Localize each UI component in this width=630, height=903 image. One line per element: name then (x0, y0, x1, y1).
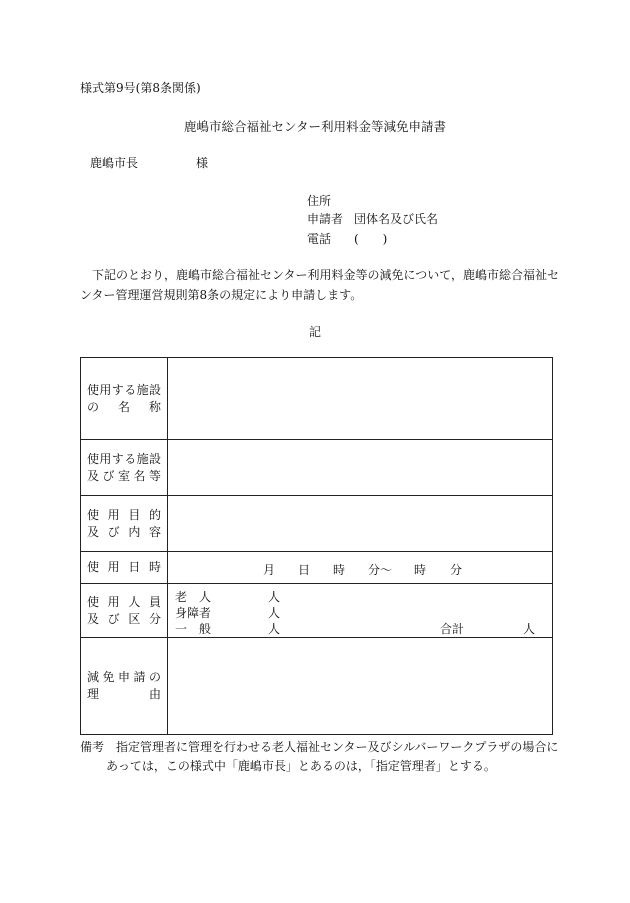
facility-name-label-line1: 使用する施設 (87, 382, 161, 397)
reason-label-line2: 理 由 (87, 687, 161, 701)
facility-name-label-cell (81, 358, 168, 440)
category-elderly: 老 人 (175, 589, 212, 604)
datetime-label-cell (81, 552, 168, 584)
addressee-honorific: 様 (196, 156, 209, 170)
document-title: 鹿嶋市総合福祉センター利用料金等減免申請書 (183, 119, 446, 134)
row-datetime (81, 552, 553, 584)
body-paragraph-line-2: ンター管理運営規則第8条の規定により申請します。 (80, 288, 363, 302)
purpose-label-line1: 使用目的 (87, 507, 161, 522)
application-details-table (80, 357, 553, 735)
persons-label-cell (81, 584, 168, 638)
facility-room-label-line2: 及び室名等 (87, 468, 161, 483)
datetime-minute-tilde: 分〜 (368, 563, 393, 577)
address-label: 住所 (307, 194, 332, 208)
remarks-line-1: 指定管理者に管理を行わせる老人福祉センター及びシルバーワークプラザの場合に (116, 740, 559, 754)
facility-room-field[interactable] (168, 440, 553, 496)
datetime-label: 使用日時 (87, 560, 161, 574)
total-unit: 人 (523, 621, 536, 636)
datetime-hour: 時 (333, 563, 346, 577)
persons-label-line1: 使用人員 (87, 594, 161, 609)
addressee-name: 鹿嶋市長 (90, 156, 139, 170)
unit-disabled: 人 (268, 605, 281, 620)
applicant-label: 申請者 (307, 212, 344, 226)
datetime-month: 月 (263, 563, 276, 577)
unit-elderly: 人 (268, 589, 281, 604)
persons-field[interactable] (168, 584, 553, 638)
phone-parentheses: ( ) (354, 232, 388, 246)
row-facility-name (81, 358, 553, 440)
datetime-field[interactable] (168, 552, 553, 584)
datetime-minute-end: 分 (450, 563, 463, 577)
row-persons (81, 584, 553, 638)
reason-label-line1: 減免申請の (87, 670, 161, 684)
unit-general: 人 (268, 621, 281, 636)
facility-name-label-line2: の 名 称 (87, 399, 161, 414)
body-paragraph-line-1: 下記のとおり，鹿嶋市総合福祉センター利用料金等の減免について，鹿嶋市総合福祉セ (80, 268, 560, 282)
ki-heading: 記 (308, 325, 321, 339)
row-purpose (81, 496, 553, 552)
facility-name-field[interactable] (168, 358, 553, 440)
reason-field[interactable] (168, 638, 553, 735)
purpose-field[interactable] (168, 496, 553, 552)
facility-room-label-line1: 使用する施設 (87, 451, 161, 466)
remarks-line-2: あっては，この様式中「鹿嶋市長」とあるのは，「指定管理者」とする。 (106, 759, 496, 773)
row-reason (81, 638, 553, 735)
category-general: 一 般 (175, 621, 212, 636)
datetime-hour-end: 時 (414, 563, 427, 577)
purpose-label-line2: 及び内容 (87, 524, 161, 539)
purpose-label-cell (81, 496, 168, 552)
persons-label-line2: 及び区分 (87, 611, 161, 626)
row-facility-room (81, 440, 553, 496)
reason-label-cell (81, 638, 168, 735)
remarks-heading: 備考 (80, 740, 105, 754)
persons-row-disabled (168, 604, 552, 620)
total-label: 合計 (440, 621, 465, 636)
category-disabled: 身障者 (175, 605, 212, 620)
form-number: 様式第9号(第8条関係) (80, 81, 201, 95)
applicant-sublabel: 団体名及び氏名 (354, 212, 439, 226)
phone-label: 電話 (307, 232, 332, 246)
datetime-day: 日 (298, 563, 311, 577)
persons-row-general (168, 620, 552, 636)
facility-room-label-cell (81, 440, 168, 496)
persons-row-elderly (168, 588, 552, 604)
